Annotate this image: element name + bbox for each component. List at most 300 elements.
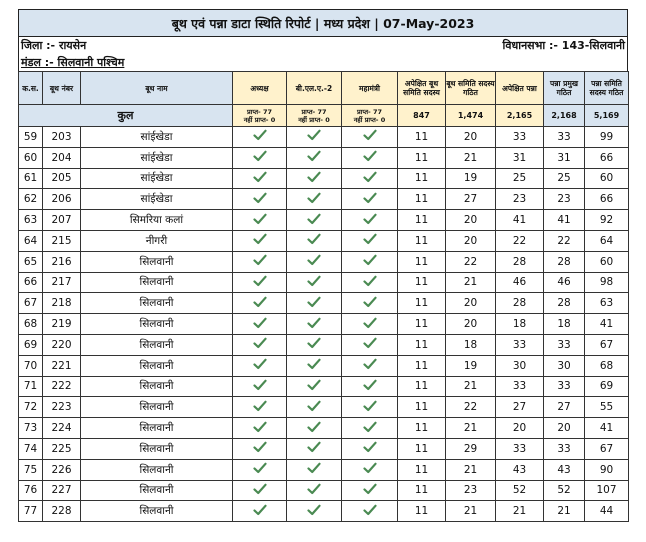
- cell-bla2: [287, 376, 342, 397]
- check-icon: [253, 465, 267, 477]
- report-title: बूथ एवं पन्ना डाटा स्थिति रिपोर्ट | मध्य प्रदेश | 07-May-2023: [18, 9, 628, 36]
- check-icon: [363, 382, 377, 394]
- cell-formed-members: 23: [446, 480, 496, 501]
- check-icon: [307, 444, 321, 456]
- cell-formed-members: 20: [446, 293, 496, 314]
- cell-mahamantri: [342, 501, 398, 522]
- cell-mahamantri: [342, 334, 398, 355]
- table-row: [19, 189, 629, 210]
- cell-sno: 76: [19, 480, 43, 501]
- cell-booth-no: 216: [43, 251, 81, 272]
- cell-expected-members: 11: [398, 480, 446, 501]
- cell-bla2: [287, 397, 342, 418]
- cell-panna-pramukh: 31: [544, 147, 585, 168]
- cell-adhyaksh: [233, 251, 287, 272]
- cell-booth-no: 203: [43, 127, 81, 148]
- cell-panna-pramukh: 52: [544, 480, 585, 501]
- cell-expected-members: 11: [398, 355, 446, 376]
- cell-panna-samiti: 66: [585, 147, 629, 168]
- table-row: [19, 397, 629, 418]
- cell-panna-samiti: 67: [585, 438, 629, 459]
- cell-panna-samiti: 60: [585, 251, 629, 272]
- cell-panna-pramukh: 28: [544, 293, 585, 314]
- cell-expected-panna: 31: [496, 147, 544, 168]
- meta-row-bottom: [19, 54, 627, 71]
- cell-mahamantri: [342, 251, 398, 272]
- cell-adhyaksh: [233, 210, 287, 231]
- header-adhyaksh: अध्यक्ष: [233, 72, 287, 105]
- cell-mahamantri: [342, 355, 398, 376]
- table-row: [19, 459, 629, 480]
- total-expected-panna: 2,165: [496, 105, 544, 127]
- cell-adhyaksh: [233, 376, 287, 397]
- cell-mahamantri: [342, 168, 398, 189]
- cell-sno: 59: [19, 127, 43, 148]
- check-icon: [363, 278, 377, 290]
- table-row: [19, 376, 629, 397]
- cell-formed-members: 21: [446, 272, 496, 293]
- cell-mahamantri: [342, 293, 398, 314]
- table-row: [19, 438, 629, 459]
- check-icon: [253, 361, 267, 373]
- cell-booth-name: सिलवानी: [81, 459, 233, 480]
- check-icon: [363, 195, 377, 207]
- total-label: कुल: [19, 105, 233, 127]
- cell-expected-panna: 23: [496, 189, 544, 210]
- cell-sno: 63: [19, 210, 43, 231]
- cell-adhyaksh: [233, 334, 287, 355]
- cell-adhyaksh: [233, 397, 287, 418]
- header-panna-samiti: पन्ना समिति सदस्य गठित: [585, 72, 629, 105]
- cell-expected-panna: 18: [496, 314, 544, 335]
- cell-adhyaksh: [233, 168, 287, 189]
- total-panna-samiti: 5,169: [585, 105, 629, 127]
- cell-sno: 66: [19, 272, 43, 293]
- cell-expected-panna: 41: [496, 210, 544, 231]
- check-icon: [307, 486, 321, 498]
- cell-formed-members: 18: [446, 334, 496, 355]
- cell-expected-panna: 25: [496, 168, 544, 189]
- cell-adhyaksh: [233, 418, 287, 439]
- cell-booth-no: 217: [43, 272, 81, 293]
- cell-expected-members: 11: [398, 459, 446, 480]
- table-row: [19, 355, 629, 376]
- total-expected-members: 847: [398, 105, 446, 127]
- cell-panna-samiti: 69: [585, 376, 629, 397]
- cell-adhyaksh: [233, 189, 287, 210]
- cell-panna-samiti: 99: [585, 127, 629, 148]
- check-icon: [363, 174, 377, 186]
- cell-panna-pramukh: 23: [544, 189, 585, 210]
- cell-sno: 70: [19, 355, 43, 376]
- cell-mahamantri: [342, 272, 398, 293]
- header-bla2: बी.एल.ए.-2: [287, 72, 342, 105]
- cell-mahamantri: [342, 418, 398, 439]
- cell-formed-members: 19: [446, 355, 496, 376]
- cell-sno: 75: [19, 459, 43, 480]
- header-booth-name: बूथ नाम: [81, 72, 233, 105]
- cell-panna-pramukh: 43: [544, 459, 585, 480]
- cell-panna-pramukh: 33: [544, 376, 585, 397]
- header-booth-no: बूथ नंबर: [43, 72, 81, 105]
- check-icon: [253, 236, 267, 248]
- check-icon: [363, 340, 377, 352]
- cell-expected-panna: 27: [496, 397, 544, 418]
- cell-bla2: [287, 438, 342, 459]
- cell-mahamantri: [342, 397, 398, 418]
- cell-adhyaksh: [233, 272, 287, 293]
- check-icon: [363, 444, 377, 456]
- cell-booth-name: सिलवानी: [81, 334, 233, 355]
- header-row: [19, 72, 629, 105]
- cell-booth-no: 224: [43, 418, 81, 439]
- check-icon: [307, 507, 321, 519]
- cell-booth-name: सिलवानी: [81, 438, 233, 459]
- cell-expected-members: 11: [398, 127, 446, 148]
- cell-panna-pramukh: 33: [544, 438, 585, 459]
- check-icon: [253, 174, 267, 186]
- cell-booth-no: 226: [43, 459, 81, 480]
- cell-formed-members: 20: [446, 314, 496, 335]
- cell-booth-name: सिलवानी: [81, 418, 233, 439]
- cell-panna-pramukh: 33: [544, 334, 585, 355]
- cell-expected-panna: 20: [496, 418, 544, 439]
- cell-sno: 67: [19, 293, 43, 314]
- cell-booth-no: 218: [43, 293, 81, 314]
- cell-expected-panna: 33: [496, 438, 544, 459]
- check-icon: [363, 403, 377, 415]
- cell-expected-panna: 52: [496, 480, 544, 501]
- cell-bla2: [287, 127, 342, 148]
- cell-sno: 62: [19, 189, 43, 210]
- cell-sno: 77: [19, 501, 43, 522]
- cell-formed-members: 20: [446, 210, 496, 231]
- check-icon: [363, 153, 377, 165]
- cell-bla2: [287, 314, 342, 335]
- cell-panna-samiti: 55: [585, 397, 629, 418]
- cell-adhyaksh: [233, 480, 287, 501]
- cell-panna-samiti: 98: [585, 272, 629, 293]
- total-adhyaksh: [233, 105, 287, 127]
- cell-adhyaksh: [233, 314, 287, 335]
- cell-bla2: [287, 251, 342, 272]
- table-row: [19, 210, 629, 231]
- cell-adhyaksh: [233, 438, 287, 459]
- header-mahamantri: महामंत्री: [342, 72, 398, 105]
- cell-bla2: [287, 293, 342, 314]
- report-sheet: [18, 9, 628, 522]
- cell-panna-pramukh: 41: [544, 210, 585, 231]
- check-icon: [363, 465, 377, 477]
- check-icon: [307, 153, 321, 165]
- cell-panna-samiti: 41: [585, 314, 629, 335]
- cell-sno: 61: [19, 168, 43, 189]
- cell-sno: 65: [19, 251, 43, 272]
- check-icon: [253, 424, 267, 436]
- cell-expected-members: 11: [398, 251, 446, 272]
- cell-booth-no: 206: [43, 189, 81, 210]
- total-mahamantri-not: नहीं प्राप्त- 0: [353, 115, 386, 124]
- check-icon: [253, 444, 267, 456]
- check-icon: [307, 340, 321, 352]
- district-label: जिला :- रायसेन: [21, 39, 87, 52]
- table-row: [19, 293, 629, 314]
- mandal-label: मंडल :- सिलवानी पश्चिम: [21, 56, 125, 69]
- check-icon: [307, 424, 321, 436]
- meta-row-top: [19, 37, 627, 54]
- check-icon: [363, 361, 377, 373]
- cell-sno: 72: [19, 397, 43, 418]
- cell-mahamantri: [342, 376, 398, 397]
- check-icon: [253, 195, 267, 207]
- cell-booth-no: 205: [43, 168, 81, 189]
- cell-panna-pramukh: 18: [544, 314, 585, 335]
- cell-expected-members: 11: [398, 189, 446, 210]
- cell-booth-name: सिलवानी: [81, 376, 233, 397]
- cell-panna-samiti: 63: [585, 293, 629, 314]
- cell-booth-no: 223: [43, 397, 81, 418]
- cell-expected-panna: 30: [496, 355, 544, 376]
- cell-adhyaksh: [233, 355, 287, 376]
- cell-booth-name: सांईखेडा: [81, 168, 233, 189]
- header-panna-pramukh: पन्ना प्रमुख गठित: [544, 72, 585, 105]
- table-row: [19, 272, 629, 293]
- cell-panna-samiti: 67: [585, 334, 629, 355]
- cell-booth-name: सिलवानी: [81, 314, 233, 335]
- header-sno: क.स.: [19, 72, 43, 105]
- cell-booth-name: सांईखेडा: [81, 147, 233, 168]
- cell-panna-samiti: 60: [585, 168, 629, 189]
- cell-mahamantri: [342, 480, 398, 501]
- cell-adhyaksh: [233, 127, 287, 148]
- cell-sno: 64: [19, 230, 43, 251]
- cell-adhyaksh: [233, 147, 287, 168]
- cell-panna-pramukh: 27: [544, 397, 585, 418]
- cell-panna-samiti: 41: [585, 418, 629, 439]
- total-bla2-not: नहीं प्राप्त- 0: [298, 115, 330, 124]
- check-icon: [253, 299, 267, 311]
- cell-panna-pramukh: 30: [544, 355, 585, 376]
- check-icon: [363, 299, 377, 311]
- cell-bla2: [287, 480, 342, 501]
- cell-adhyaksh: [233, 501, 287, 522]
- cell-expected-members: 11: [398, 501, 446, 522]
- cell-panna-pramukh: 22: [544, 230, 585, 251]
- cell-booth-name: सिमरिया कलां: [81, 210, 233, 231]
- cell-formed-members: 22: [446, 251, 496, 272]
- cell-mahamantri: [342, 210, 398, 231]
- cell-panna-pramukh: 28: [544, 251, 585, 272]
- cell-expected-panna: 46: [496, 272, 544, 293]
- cell-formed-members: 29: [446, 438, 496, 459]
- cell-booth-name: सिलवानी: [81, 501, 233, 522]
- table-row: [19, 127, 629, 148]
- check-icon: [307, 195, 321, 207]
- cell-adhyaksh: [233, 293, 287, 314]
- cell-formed-members: 21: [446, 501, 496, 522]
- total-bla2-got: प्राप्त- 77: [301, 107, 327, 116]
- cell-expected-members: 11: [398, 397, 446, 418]
- check-icon: [253, 132, 267, 144]
- cell-booth-name: सिलवानी: [81, 272, 233, 293]
- cell-mahamantri: [342, 314, 398, 335]
- cell-bla2: [287, 210, 342, 231]
- table-row: [19, 501, 629, 522]
- cell-formed-members: 21: [446, 376, 496, 397]
- cell-bla2: [287, 230, 342, 251]
- check-icon: [363, 320, 377, 332]
- cell-panna-pramukh: 20: [544, 418, 585, 439]
- check-icon: [253, 216, 267, 228]
- cell-sno: 73: [19, 418, 43, 439]
- cell-bla2: [287, 501, 342, 522]
- check-icon: [363, 257, 377, 269]
- cell-booth-no: 207: [43, 210, 81, 231]
- check-icon: [307, 465, 321, 477]
- cell-booth-name: सांईखेडा: [81, 127, 233, 148]
- check-icon: [253, 320, 267, 332]
- cell-expected-members: 11: [398, 210, 446, 231]
- cell-panna-samiti: 68: [585, 355, 629, 376]
- table-row: [19, 230, 629, 251]
- cell-bla2: [287, 355, 342, 376]
- total-adhyaksh-got: प्राप्त- 77: [246, 107, 273, 116]
- cell-expected-panna: 28: [496, 293, 544, 314]
- cell-bla2: [287, 418, 342, 439]
- table-row: [19, 480, 629, 501]
- check-icon: [307, 236, 321, 248]
- cell-mahamantri: [342, 147, 398, 168]
- cell-booth-no: 219: [43, 314, 81, 335]
- cell-expected-members: 11: [398, 293, 446, 314]
- check-icon: [253, 153, 267, 165]
- total-mahamantri-got: प्राप्त- 77: [356, 107, 383, 116]
- cell-panna-samiti: 90: [585, 459, 629, 480]
- assembly-label: विधानसभा :- 143-सिलवानी: [502, 39, 625, 52]
- cell-formed-members: 22: [446, 397, 496, 418]
- cell-formed-members: 21: [446, 418, 496, 439]
- check-icon: [253, 278, 267, 290]
- cell-adhyaksh: [233, 459, 287, 480]
- cell-mahamantri: [342, 459, 398, 480]
- cell-mahamantri: [342, 127, 398, 148]
- cell-booth-no: 225: [43, 438, 81, 459]
- cell-formed-members: 21: [446, 147, 496, 168]
- cell-booth-no: 204: [43, 147, 81, 168]
- cell-panna-samiti: 64: [585, 230, 629, 251]
- total-row: [19, 105, 629, 127]
- cell-panna-samiti: 92: [585, 210, 629, 231]
- cell-formed-members: 27: [446, 189, 496, 210]
- check-icon: [307, 132, 321, 144]
- check-icon: [253, 257, 267, 269]
- booth-table: [18, 71, 629, 522]
- cell-sno: 60: [19, 147, 43, 168]
- cell-expected-members: 11: [398, 147, 446, 168]
- cell-expected-members: 11: [398, 438, 446, 459]
- cell-formed-members: 19: [446, 168, 496, 189]
- check-icon: [307, 361, 321, 373]
- cell-sno: 71: [19, 376, 43, 397]
- total-adhyaksh-not: नहीं प्राप्त- 0: [243, 115, 276, 124]
- cell-sno: 68: [19, 314, 43, 335]
- header-expected-panna: अपेक्षित पन्ना: [496, 72, 544, 105]
- check-icon: [307, 299, 321, 311]
- check-icon: [307, 403, 321, 415]
- table-row: [19, 418, 629, 439]
- check-icon: [253, 340, 267, 352]
- cell-booth-name: सिलवानी: [81, 251, 233, 272]
- cell-booth-name: सिलवानी: [81, 480, 233, 501]
- cell-sno: 74: [19, 438, 43, 459]
- cell-panna-samiti: 44: [585, 501, 629, 522]
- check-icon: [307, 382, 321, 394]
- cell-formed-members: 21: [446, 459, 496, 480]
- cell-bla2: [287, 147, 342, 168]
- table-row: [19, 334, 629, 355]
- cell-mahamantri: [342, 189, 398, 210]
- cell-booth-name: नीगरी: [81, 230, 233, 251]
- cell-expected-members: 11: [398, 418, 446, 439]
- cell-panna-pramukh: 46: [544, 272, 585, 293]
- table-row: [19, 314, 629, 335]
- cell-adhyaksh: [233, 230, 287, 251]
- check-icon: [363, 424, 377, 436]
- total-panna-pramukh: 2,168: [544, 105, 585, 127]
- header-formed-members: बूथ समिति सदस्य गठित: [446, 72, 496, 105]
- cell-panna-pramukh: 21: [544, 501, 585, 522]
- check-icon: [307, 174, 321, 186]
- check-icon: [307, 320, 321, 332]
- cell-expected-members: 11: [398, 314, 446, 335]
- cell-panna-samiti: 107: [585, 480, 629, 501]
- cell-expected-members: 11: [398, 230, 446, 251]
- total-bla2: [287, 105, 342, 127]
- cell-booth-name: सिलवानी: [81, 355, 233, 376]
- check-icon: [253, 403, 267, 415]
- check-icon: [363, 507, 377, 519]
- cell-booth-no: 221: [43, 355, 81, 376]
- cell-mahamantri: [342, 230, 398, 251]
- cell-expected-panna: 33: [496, 334, 544, 355]
- cell-booth-no: 215: [43, 230, 81, 251]
- cell-expected-panna: 28: [496, 251, 544, 272]
- cell-bla2: [287, 459, 342, 480]
- cell-bla2: [287, 168, 342, 189]
- cell-expected-members: 11: [398, 272, 446, 293]
- cell-formed-members: 20: [446, 127, 496, 148]
- cell-expected-panna: 43: [496, 459, 544, 480]
- cell-expected-members: 11: [398, 334, 446, 355]
- check-icon: [363, 486, 377, 498]
- cell-booth-no: 222: [43, 376, 81, 397]
- cell-booth-no: 227: [43, 480, 81, 501]
- cell-mahamantri: [342, 438, 398, 459]
- report-meta: [18, 36, 628, 71]
- table-row: [19, 147, 629, 168]
- cell-booth-name: सिलवानी: [81, 397, 233, 418]
- check-icon: [307, 257, 321, 269]
- cell-formed-members: 20: [446, 230, 496, 251]
- cell-bla2: [287, 189, 342, 210]
- check-icon: [307, 216, 321, 228]
- cell-booth-name: सिलवानी: [81, 293, 233, 314]
- cell-booth-name: सांईखेडा: [81, 189, 233, 210]
- check-icon: [363, 236, 377, 248]
- total-formed-members: 1,474: [446, 105, 496, 127]
- cell-bla2: [287, 334, 342, 355]
- cell-expected-members: 11: [398, 168, 446, 189]
